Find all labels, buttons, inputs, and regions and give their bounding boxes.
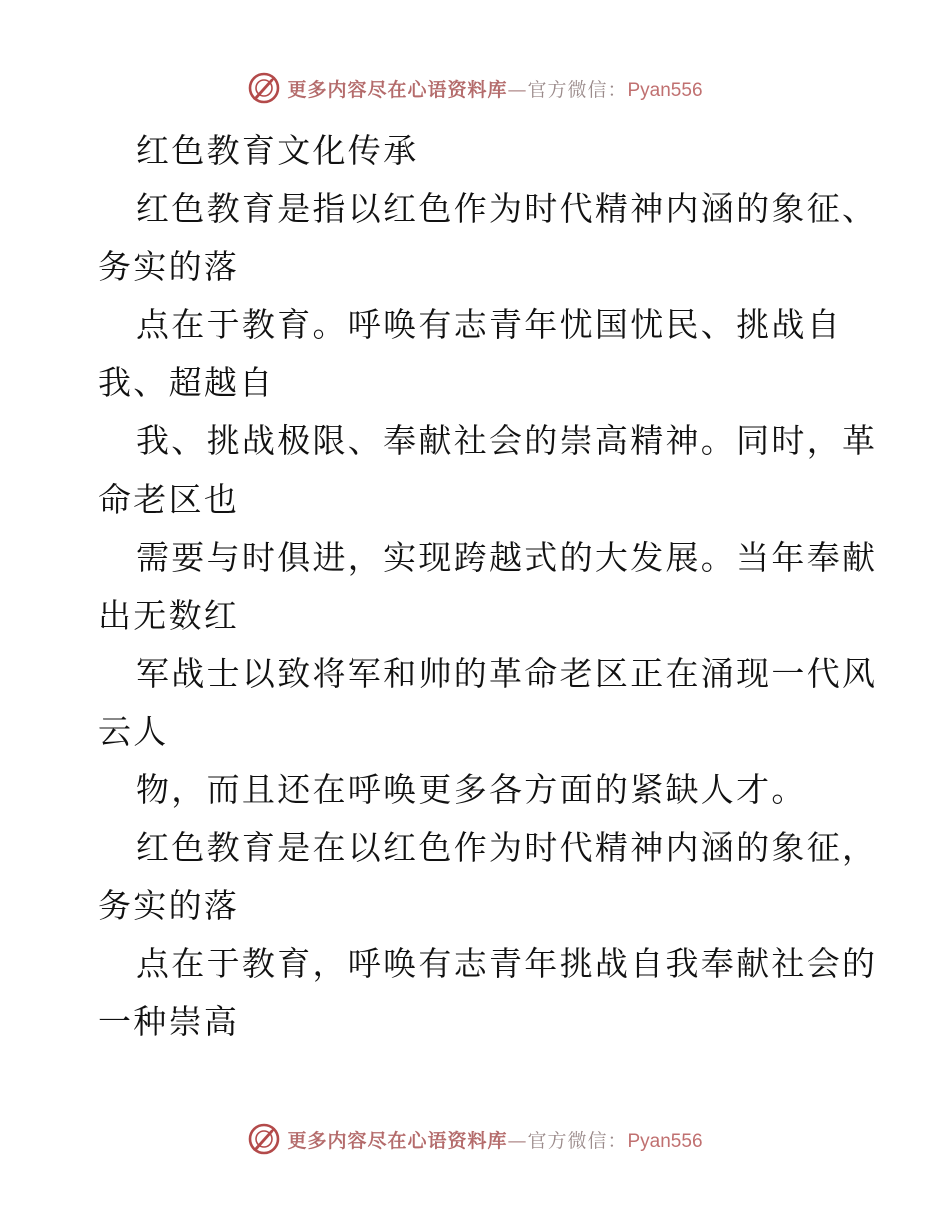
paragraph-line: 点在于教育，呼唤有志青年挑战自我奉献社会的: [136, 944, 878, 984]
paragraph-line: 红色教育是在以红色作为时代精神内涵的象征，: [136, 828, 878, 868]
watermark-separator: —: [507, 1129, 528, 1152]
watermark-brand: 更多内容尽在心语资料库: [287, 1129, 508, 1152]
document-body: [98, 122, 878, 1052]
watermark-wechat-label: 官方微信：: [527, 1129, 628, 1152]
watermark-wechat-label: 官方微信：: [527, 78, 628, 101]
quill-logo-icon: [247, 1122, 281, 1156]
paragraph-line: 我、超越自: [98, 363, 275, 403]
paragraph-line: 我、挑战极限、奉献社会的崇高精神。同时，革: [136, 421, 878, 461]
watermark-account: Pyan556: [627, 1130, 703, 1152]
paragraph-line: 命老区也: [98, 479, 240, 519]
paragraph-line: 务实的落: [98, 247, 240, 287]
paragraph-line: 物，而且还在呼唤更多各方面的紧缺人才。: [136, 770, 807, 810]
paragraph-line: 红色教育是指以红色作为时代精神内涵的象征、: [136, 189, 878, 229]
watermark-separator: —: [507, 78, 528, 101]
watermark-account: Pyan556: [627, 79, 703, 101]
document-title: 红色教育文化传承: [136, 131, 419, 170]
paragraph-line: 云人: [98, 711, 169, 751]
paragraph-line: 点在于教育。呼唤有志青年忧国忧民、挑战自: [136, 305, 842, 345]
paragraph-line: 军战士以致将军和帅的革命老区正在涌现一代风: [136, 653, 878, 693]
watermark-text: [287, 1126, 702, 1153]
paragraph-line: 需要与时俱进，实现跨越式的大发展。当年奉献: [136, 537, 878, 577]
watermark-text: [287, 75, 702, 102]
paragraph-line: 出无数红: [98, 595, 240, 635]
header-watermark: [0, 68, 950, 108]
quill-logo-icon: [247, 71, 281, 105]
footer-watermark: [0, 1119, 950, 1159]
paragraph-line: 务实的落: [98, 886, 240, 926]
paragraph-line: 一种崇高: [98, 1002, 240, 1042]
watermark-brand: 更多内容尽在心语资料库: [287, 78, 508, 101]
